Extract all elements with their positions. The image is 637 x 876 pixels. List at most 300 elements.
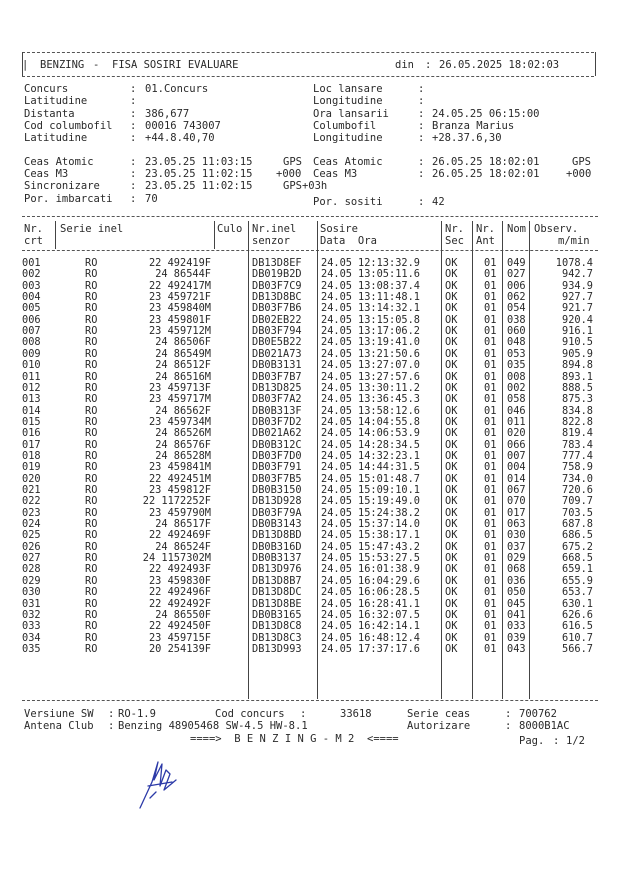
sositi-label: Por. sositi — [313, 196, 383, 208]
row-date: 24.05 — [321, 415, 352, 428]
colon: : — [418, 168, 425, 180]
col-ant: Ant — [476, 235, 495, 247]
header-bottom-rule — [22, 76, 594, 77]
row-sensor: DB0B3150 — [252, 484, 302, 496]
row-status: OK — [445, 506, 458, 519]
row-ring-number: 492493F — [167, 563, 211, 576]
row-nom: 038 — [507, 313, 526, 326]
row-status: OK — [445, 552, 458, 565]
col-sec: Sec — [445, 235, 464, 247]
row-speed: 630.1 — [562, 597, 593, 610]
table-top-rule — [22, 216, 598, 217]
row-number: 020 — [22, 472, 41, 485]
brand-line: ====> B E N Z I N G - M 2 <==== — [190, 733, 399, 745]
row-number: 003 — [22, 279, 41, 292]
row-time: 16:28:41.1 — [358, 597, 420, 610]
sincronizare-src: GPS+03h — [283, 180, 328, 192]
row-date: 24.05 — [321, 608, 352, 621]
row-sec: 01 — [484, 552, 497, 565]
row-ring-number: 86550F — [173, 608, 211, 621]
col-sosire: Sosire — [320, 223, 358, 235]
row-date: 24.05 — [321, 620, 352, 633]
colon: : — [130, 132, 137, 144]
row-number: 032 — [22, 608, 41, 621]
row-time: 16:06:28.5 — [358, 586, 420, 599]
row-year: 24 — [155, 347, 168, 360]
row-year: 22 — [148, 257, 162, 269]
colon: : — [108, 708, 115, 720]
row-year: 24 — [155, 540, 168, 553]
row-sec: 01 — [484, 529, 497, 542]
row-date: 24.05 — [321, 506, 352, 519]
row-number: 028 — [22, 563, 41, 576]
row-time: 12:13:32.9 — [358, 257, 420, 269]
row-number: 019 — [22, 461, 41, 474]
row-date: 24.05 — [321, 563, 352, 576]
row-year: 23 — [148, 325, 162, 338]
row-country: RO — [85, 427, 98, 440]
row-date: 24.05 — [321, 325, 352, 338]
row-sec: 01 — [484, 279, 497, 292]
row-sec: 01 — [484, 495, 497, 508]
row-country: RO — [85, 620, 98, 633]
row-date: 24.05 — [321, 540, 352, 553]
col-nr: Nr. — [24, 223, 43, 235]
row-time: 13:15:05.8 — [358, 313, 420, 326]
row-status: OK — [445, 370, 458, 383]
row-nom: 037 — [507, 540, 526, 553]
row-ring-number: 86549M — [173, 347, 211, 360]
row-speed: 822.8 — [562, 415, 593, 428]
row-speed: 777.4 — [562, 449, 593, 462]
imbarcati-value: 70 — [145, 193, 158, 205]
row-sec: 01 — [484, 642, 497, 655]
antena-label: Antena Club — [24, 720, 94, 732]
ceas-atomic-label: Ceas Atomic — [24, 156, 94, 168]
cod-columbofil-value: 00016 743007 — [145, 120, 221, 132]
colon: : — [130, 168, 137, 180]
row-ring-number: 86562F — [173, 404, 211, 417]
row-number: 027 — [22, 552, 41, 565]
colon: : — [418, 95, 425, 107]
row-nom: 027 — [507, 268, 526, 281]
versiune-label: Versiune SW — [24, 708, 94, 720]
row-year: 24 — [155, 518, 168, 531]
row-year: 24 — [155, 438, 168, 451]
row-speed: 934.9 — [562, 279, 593, 292]
row-status: OK — [445, 449, 458, 462]
table-bottom-rule — [22, 700, 598, 701]
row-time: 13:11:48.1 — [358, 291, 420, 304]
row-year: 23 — [148, 415, 162, 428]
row-time: 15:38:17.1 — [358, 529, 420, 542]
row-country: RO — [85, 472, 98, 485]
row-ring-number: 459715F — [167, 631, 211, 644]
row-status: OK — [445, 597, 458, 610]
row-status: OK — [445, 438, 458, 451]
col-separator — [472, 221, 473, 699]
row-sensor: DB0B316D — [252, 540, 302, 553]
row-date: 24.05 — [321, 438, 352, 451]
row-nom: 014 — [507, 472, 526, 485]
ceas-atomic-start-src: GPS — [283, 156, 302, 168]
row-status: OK — [445, 313, 458, 326]
row-time: 15:01:48.7 — [358, 472, 420, 485]
date-colon: : — [425, 59, 432, 71]
row-ring-number: 86544F — [173, 268, 211, 281]
row-sec: 01 — [484, 563, 497, 576]
row-time: 13:05:11.6 — [358, 268, 420, 281]
row-sensor: DB021A62 — [252, 427, 302, 440]
row-speed: 910.5 — [562, 336, 593, 349]
col-separator — [502, 221, 503, 699]
row-sensor: DB13D8BC — [252, 291, 302, 304]
row-nom: 008 — [507, 370, 526, 383]
row-year: 24 — [142, 552, 156, 565]
row-year: 23 — [148, 302, 162, 315]
row-date: 24.05 — [321, 291, 352, 304]
row-status: OK — [445, 472, 458, 485]
row-status: OK — [445, 279, 458, 292]
row-number: 017 — [22, 438, 41, 451]
row-nom: 043 — [507, 642, 526, 655]
row-time: 13:19:41.0 — [358, 336, 420, 349]
page-label: Pag. — [519, 735, 545, 747]
row-sec: 01 — [484, 336, 497, 349]
colon: : — [505, 720, 512, 732]
colon: : — [418, 120, 425, 132]
row-country: RO — [85, 257, 98, 269]
row-year: 22 — [142, 495, 156, 508]
row-sec: 01 — [484, 302, 497, 315]
row-date: 24.05 — [321, 268, 352, 281]
row-nom: 049 — [507, 257, 526, 269]
row-sensor: DB13D8C8 — [252, 620, 302, 633]
row-status: OK — [445, 495, 458, 508]
row-ring-number: 492419F — [167, 257, 211, 269]
row-number: 035 — [22, 642, 41, 655]
col-separator — [317, 221, 318, 699]
row-country: RO — [85, 404, 98, 417]
row-time: 13:21:50.6 — [358, 347, 420, 360]
col-data-ora: Data Ora — [320, 235, 377, 247]
row-sensor: DB13D8B7 — [252, 574, 302, 587]
row-time: 14:28:34.5 — [358, 438, 420, 451]
longitudine2-value: +28.37.6,30 — [432, 132, 502, 144]
row-speed: 819.4 — [562, 427, 593, 440]
row-sensor: DB0B3165 — [252, 608, 302, 621]
col-separator — [248, 221, 249, 699]
row-ring-number: 86506F — [173, 336, 211, 349]
row-time: 14:44:31.5 — [358, 461, 420, 474]
row-ring-number: 459830F — [167, 574, 211, 587]
row-ring-number: 86517F — [173, 518, 211, 531]
row-date: 24.05 — [321, 257, 352, 269]
row-time: 17:37:17.6 — [358, 642, 420, 655]
row-status: OK — [445, 586, 458, 599]
row-speed: 927.7 — [562, 291, 593, 304]
row-number: 034 — [22, 631, 41, 644]
row-speed: 668.5 — [562, 552, 593, 565]
row-year: 24 — [155, 336, 168, 349]
row-speed: 675.2 — [562, 540, 593, 553]
row-speed: 1078.4 — [555, 257, 593, 269]
row-nom: 046 — [507, 404, 526, 417]
row-ring-number: 459717M — [167, 393, 211, 406]
row-year: 23 — [148, 393, 162, 406]
row-time: 13:36:45.3 — [358, 393, 420, 406]
row-sensor: DB13D8C3 — [252, 631, 302, 644]
row-year: 24 — [155, 449, 168, 462]
row-sensor: DB0B313F — [252, 404, 302, 417]
row-time: 15:09:10.1 — [358, 484, 420, 496]
row-number: 029 — [22, 574, 41, 587]
colon: : — [418, 83, 425, 95]
row-country: RO — [85, 347, 98, 360]
latitudine-label: Latitudine — [24, 95, 88, 107]
row-date: 24.05 — [321, 472, 352, 485]
row-country: RO — [85, 529, 98, 542]
row-number: 014 — [22, 404, 41, 417]
row-status: OK — [445, 529, 458, 542]
col-separator — [441, 221, 442, 699]
row-speed: 655.9 — [562, 574, 593, 587]
row-sec: 01 — [484, 268, 497, 281]
ceas-atomic-start: 23.05.25 11:03:15 — [145, 156, 253, 168]
row-sensor: DB03F794 — [252, 325, 302, 338]
row-nom: 060 — [507, 325, 526, 338]
report-date: 26.05.2025 18:02:03 — [439, 59, 560, 71]
colon: : — [108, 720, 115, 732]
colon: : — [130, 156, 137, 168]
row-year: 23 — [148, 506, 162, 519]
row-sensor: DB03F7D2 — [252, 415, 302, 428]
row-sec: 01 — [484, 347, 497, 360]
distanta-label: Distanta — [24, 108, 75, 120]
row-sec: 01 — [484, 381, 497, 394]
row-country: RO — [85, 461, 98, 474]
imbarcati-label: Por. imbarcati — [24, 193, 113, 205]
columbofil-value: Branza Marius — [432, 120, 515, 132]
row-year: 22 — [148, 563, 162, 576]
row-sec: 01 — [484, 472, 497, 485]
row-sensor: DB0B3143 — [252, 518, 302, 531]
row-nom: 007 — [507, 449, 526, 462]
row-sec: 01 — [484, 438, 497, 451]
row-nom: 054 — [507, 302, 526, 315]
row-sensor: DB0E5B22 — [252, 336, 302, 349]
row-country: RO — [85, 574, 98, 587]
row-time: 14:04:55.8 — [358, 415, 420, 428]
row-nom: 029 — [507, 552, 526, 565]
row-sec: 01 — [484, 370, 497, 383]
row-number: 018 — [22, 449, 41, 462]
row-speed: 703.5 — [562, 506, 593, 519]
ceas-m3-start-src: +000 — [276, 168, 302, 180]
row-year: 23 — [148, 574, 162, 587]
table-row — [22, 587, 598, 598]
row-sensor: DB03F79A — [252, 506, 302, 519]
row-country: RO — [85, 484, 98, 496]
col-serie: Serie inel — [60, 223, 124, 235]
row-sensor: DB13D8BD — [252, 529, 302, 542]
longitudine-label: Longitudine — [313, 95, 383, 107]
distanta-value: 386,677 — [145, 108, 190, 120]
row-sensor: DB13D928 — [252, 495, 302, 508]
longitudine2-label: Longitudine — [313, 132, 383, 144]
row-number: 030 — [22, 586, 41, 599]
row-country: RO — [85, 642, 98, 655]
row-date: 24.05 — [321, 484, 352, 496]
row-ring-number: 1157302M — [161, 552, 211, 565]
row-speed: 616.5 — [562, 620, 593, 633]
row-speed: 626.6 — [562, 608, 593, 621]
row-status: OK — [445, 302, 458, 315]
table-row — [22, 394, 598, 405]
row-year: 23 — [148, 381, 162, 394]
ceas-m3-2-label: Ceas M3 — [313, 168, 358, 180]
row-time: 15:37:14.0 — [358, 518, 420, 531]
row-year: 24 — [155, 370, 168, 383]
row-time: 14:32:23.1 — [358, 449, 420, 462]
row-ring-number: 492417M — [167, 279, 211, 292]
row-speed: 653.7 — [562, 586, 593, 599]
col-senzor: senzor — [252, 235, 290, 247]
versiune-value: RO-1.9 — [118, 708, 156, 720]
row-sensor: DB02EB22 — [252, 313, 302, 326]
row-country: RO — [85, 563, 98, 576]
row-nom: 004 — [507, 461, 526, 474]
row-sec: 01 — [484, 586, 497, 599]
cod-concurs-label: Cod concurs — [215, 708, 285, 720]
serie-ceas-value: 700762 — [519, 708, 557, 720]
row-number: 026 — [22, 540, 41, 553]
row-year: 23 — [148, 313, 162, 326]
colon: : — [130, 120, 137, 132]
row-number: 005 — [22, 302, 41, 315]
row-sec: 01 — [484, 518, 497, 531]
row-year: 22 — [148, 586, 162, 599]
row-nom: 033 — [507, 620, 526, 633]
row-ring-number: 86576F — [173, 438, 211, 451]
row-country: RO — [85, 291, 98, 304]
row-status: OK — [445, 518, 458, 531]
row-number: 033 — [22, 620, 41, 633]
row-speed: 893.1 — [562, 370, 593, 383]
row-ring-number: 86526M — [173, 427, 211, 440]
ceas-m3-label: Ceas M3 — [24, 168, 69, 180]
row-number: 025 — [22, 529, 41, 542]
row-ring-number: 459721F — [167, 291, 211, 304]
row-sec: 01 — [484, 620, 497, 633]
cod-concurs-value: 33618 — [340, 708, 372, 720]
autorizare-label: Autorizare — [407, 720, 471, 732]
row-nom: 041 — [507, 608, 526, 621]
row-date: 24.05 — [321, 404, 352, 417]
row-country: RO — [85, 597, 98, 610]
autorizare-value: 8000B1AC — [519, 720, 570, 732]
row-speed: 942.7 — [562, 268, 593, 281]
row-country: RO — [85, 302, 98, 315]
row-country: RO — [85, 438, 98, 451]
row-number: 023 — [22, 506, 41, 519]
row-time: 16:42:14.1 — [358, 620, 420, 633]
row-number: 007 — [22, 325, 41, 338]
row-year: 23 — [148, 484, 162, 496]
row-number: 031 — [22, 597, 41, 610]
row-time: 16:04:29.6 — [358, 574, 420, 587]
row-speed: 610.7 — [562, 631, 593, 644]
row-sec: 01 — [484, 415, 497, 428]
row-speed: 921.7 — [562, 302, 593, 315]
row-speed: 783.4 — [562, 438, 593, 451]
colon: : — [418, 132, 425, 144]
colon: : — [300, 708, 307, 720]
row-sensor: DB13D993 — [252, 642, 302, 655]
row-nom: 002 — [507, 381, 526, 394]
table-row — [22, 269, 598, 280]
row-sensor: DB0B3131 — [252, 359, 302, 372]
row-number: 015 — [22, 415, 41, 428]
sositi-value: 42 — [432, 196, 445, 208]
colon: : — [418, 108, 425, 120]
row-sec: 01 — [484, 449, 497, 462]
row-ring-number: 86512F — [173, 359, 211, 372]
row-nom: 039 — [507, 631, 526, 644]
table-row — [22, 621, 598, 632]
row-time: 16:48:12.4 — [358, 631, 420, 644]
row-status: OK — [445, 268, 458, 281]
row-year: 22 — [148, 472, 162, 485]
row-speed: 905.9 — [562, 347, 593, 360]
header-left-border: | — [22, 59, 29, 71]
row-time: 13:30:11.2 — [358, 381, 420, 394]
col-mmin: m/min — [558, 235, 590, 247]
row-speed: 687.8 — [562, 518, 593, 531]
row-sensor: DB13D825 — [252, 381, 302, 394]
row-sec: 01 — [484, 631, 497, 644]
ceas-m3-end: 26.05.25 18:02:01 — [432, 168, 540, 180]
row-sec: 01 — [484, 313, 497, 326]
row-speed: 834.8 — [562, 404, 593, 417]
col-nrsec: Nr. — [445, 223, 464, 235]
row-year: 24 — [155, 359, 168, 372]
cod-columbofil-label: Cod columbofil — [24, 120, 113, 132]
row-ring-number: 86528M — [173, 449, 211, 462]
colon: : — [130, 83, 137, 95]
row-sensor: DB13D8BE — [252, 597, 302, 610]
row-number: 024 — [22, 518, 41, 531]
row-year: 24 — [155, 427, 168, 440]
row-date: 24.05 — [321, 347, 352, 360]
ceas-atomic2-label: Ceas Atomic — [313, 156, 383, 168]
row-number: 010 — [22, 359, 41, 372]
row-nom: 070 — [507, 495, 526, 508]
row-ring-number: 459841M — [167, 461, 211, 474]
row-speed: 888.5 — [562, 381, 593, 394]
row-status: OK — [445, 484, 458, 496]
row-number: 012 — [22, 381, 41, 394]
row-ring-number: 492496F — [167, 586, 211, 599]
row-country: RO — [85, 495, 98, 508]
row-date: 24.05 — [321, 449, 352, 462]
ora-lansarii-value: 24.05.25 06:15:00 — [432, 108, 540, 120]
col-separator — [55, 221, 56, 249]
colon: : — [130, 108, 137, 120]
row-sensor: DB03F7B5 — [252, 472, 302, 485]
row-year: 23 — [148, 461, 162, 474]
row-status: OK — [445, 642, 458, 655]
